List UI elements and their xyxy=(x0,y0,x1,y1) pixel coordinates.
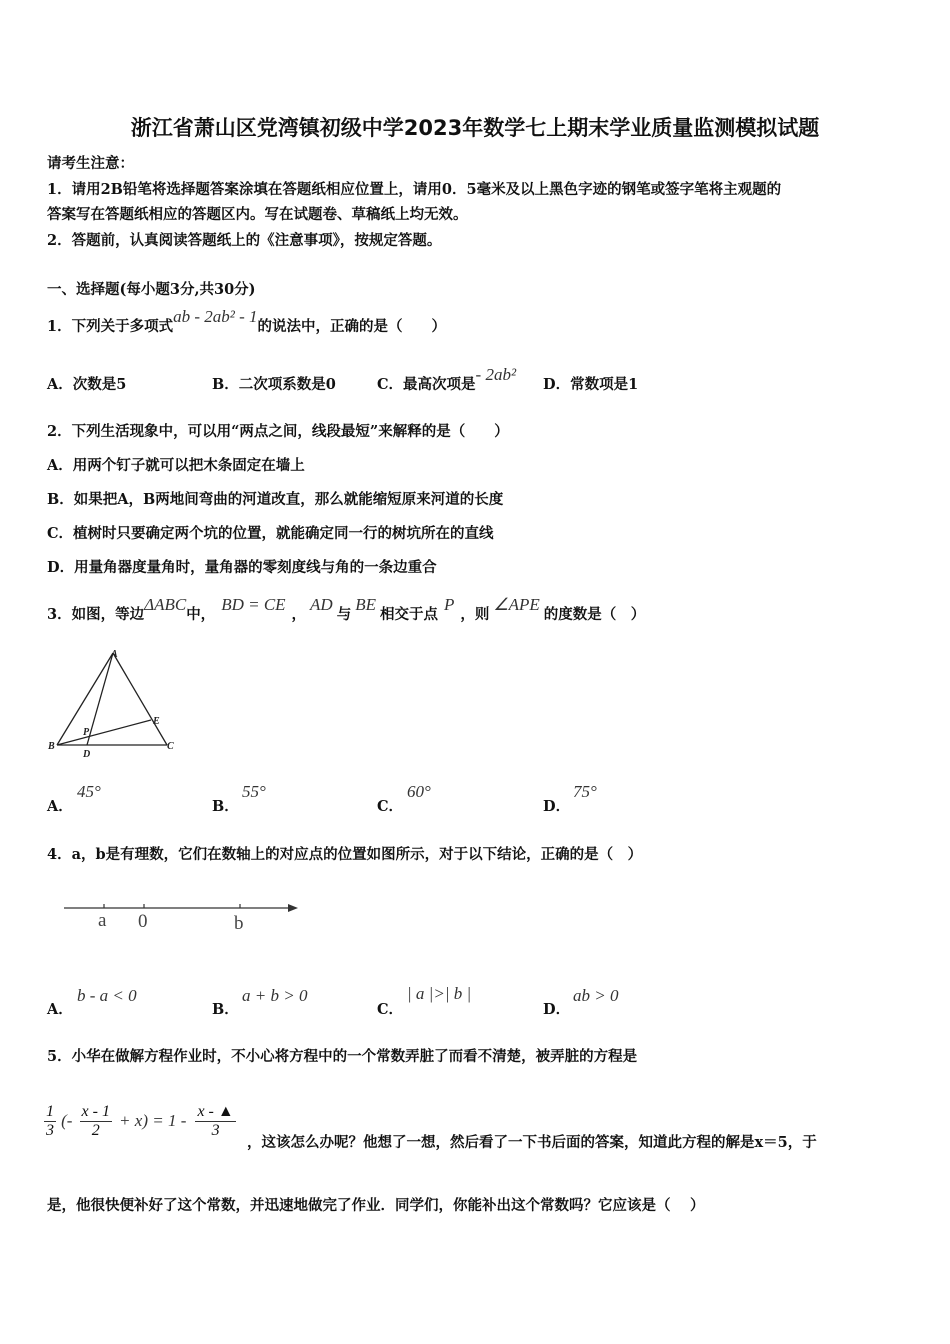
axis-label-zero: 0 xyxy=(138,911,148,932)
notice-line-1: 1．请用2B铅笔将选择题答案涂填在答题纸相应位置上，请用0．5毫米及以上黑色字迹的钢笔或签字笔将主观题的 xyxy=(47,181,782,198)
q2-option-d: D．用量角器度量角时，量角器的零刻度线与角的一条边重合 xyxy=(47,559,437,576)
q1-option-d: D．常数项是1 xyxy=(543,376,639,393)
q1-option-c: C．最高次项是- 2ab² xyxy=(377,365,517,393)
page-title: 浙江省萧山区党湾镇初级中学2023年数学七上期末学业质量监测模拟试题 xyxy=(130,116,820,140)
q2-option-c: C．植树时只要确定两个坑的位置，就能确定同一行的树坑所在的直线 xyxy=(47,525,494,542)
q2-option-b: B．如果把A，B两地间弯曲的河道改直，那么就能缩短原来河道的长度 xyxy=(47,491,504,508)
q4-option-b-label: B． xyxy=(212,1001,239,1018)
q4-option-a-value: b - a < 0 xyxy=(77,986,137,1005)
section-heading: 一、选择题(每小题3分,共30分) xyxy=(47,281,256,298)
q5-final-line: 是，他很快便补好了这个常数，并迅速地做完了作业．同学们，你能补出这个常数吗？它应该是（ ） xyxy=(47,1197,705,1214)
figure-label-e: E xyxy=(153,716,160,727)
axis-label-b: b xyxy=(234,913,244,934)
figure-label-p: P xyxy=(83,727,90,738)
q3-option-a-value: 45° xyxy=(77,782,101,801)
question-3-stem: 3．如图，等边ΔABC中，BD = CE，AD与BE相交于点P，则∠APE的度数是（ ） xyxy=(47,595,646,623)
question-1-stem: 1．下列关于多项式ab - 2ab² - 1的说法中，正确的是（ ） xyxy=(47,307,447,335)
q1-expression: ab - 2ab² - 1 xyxy=(173,307,258,326)
question-5-stem: 5．小华在做解方程作业时，不小心将方程中的一个常数弄脏了而看不清楚，被弄脏的方程是 xyxy=(47,1048,638,1065)
figure-label-d: D xyxy=(83,749,91,760)
q3-option-b-label: B． xyxy=(212,798,239,815)
notice-line-2: 2．答题前，认真阅读答题纸上的《注意事项》，按规定答题。 xyxy=(47,232,442,249)
q4-option-d-label: D． xyxy=(543,1001,571,1018)
q4-option-b-value: a + b > 0 xyxy=(242,986,308,1005)
figure-label-c: C xyxy=(167,741,174,752)
q3-option-b-value: 55° xyxy=(242,782,266,801)
question-2-stem: 2．下列生活现象中，可以用“两点之间，线段最短”来解释的是（ ） xyxy=(47,423,509,440)
figure-label-a: A xyxy=(111,649,118,660)
q3-option-a-label: A． xyxy=(47,798,73,815)
q4-option-a-label: A． xyxy=(47,1001,73,1018)
notice-heading: 请考生注意： xyxy=(47,155,134,172)
triangle-figure xyxy=(45,645,185,760)
q1-option-a: A．次数是5 xyxy=(47,376,127,393)
q3-option-d-label: D． xyxy=(543,798,571,815)
q1-option-b: B．二次项系数是0 xyxy=(212,376,336,393)
notice-line-1b: 答案写在答题纸相应的答题区内。写在试题卷、草稿纸上均无效。 xyxy=(47,206,468,223)
q3-option-d-value: 75° xyxy=(573,782,597,801)
q5-equation: $\frac{1}{3}$ (- $\frac{x - 1}{2}$ + x) = 1 - $\frac{x - ▲}{3}$ xyxy=(46,1103,234,1139)
q4-option-c-value: | a |>| b | xyxy=(407,984,472,1003)
q4-option-d-value: ab > 0 xyxy=(573,986,619,1005)
q3-option-c-label: C． xyxy=(377,798,404,815)
q5-continuation: ，这该怎么办呢？他想了一想，然后看了一下书后面的答案，知道此方程的解是x＝5，于 xyxy=(247,1134,817,1151)
figure-label-b: B xyxy=(48,741,55,752)
axis-label-a: a xyxy=(98,910,107,931)
number-line xyxy=(60,895,305,940)
q3-option-c-value: 60° xyxy=(407,782,431,801)
q4-option-c-label: C． xyxy=(377,1001,404,1018)
question-4-stem: 4．a，b是有理数，它们在数轴上的对应点的位置如图所示，对于以下结论，正确的是（ ） xyxy=(47,846,643,863)
q2-option-a: A．用两个钉子就可以把木条固定在墙上 xyxy=(47,457,305,474)
